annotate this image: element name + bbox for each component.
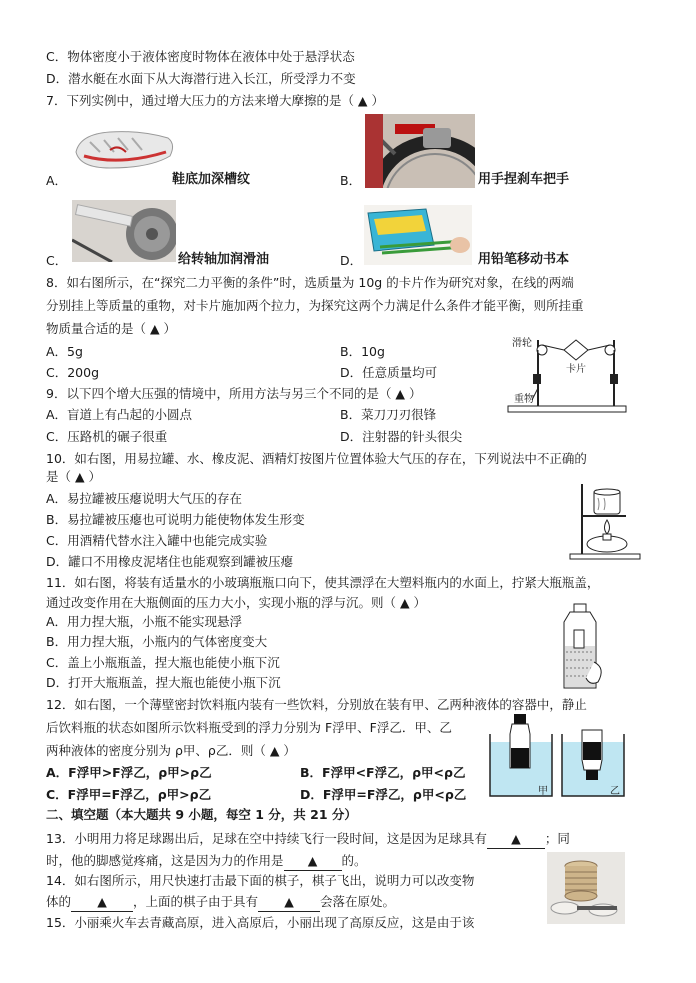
q13-blank-2[interactable]: ▲ [284, 852, 342, 871]
question-12-line-2: 后饮料瓶的状态如图所示饮料瓶受到的浮力分别为 F浮甲、F浮乙．甲、乙 [46, 720, 452, 735]
q14-blank-1[interactable]: ▲ [71, 893, 133, 912]
q7-option-a-caption: 鞋底加深槽纹 [172, 172, 251, 187]
q13-text-1: 13．小明用力将足球踢出后，足球在空中持续飞行一段时间，这是因为足球具有 [46, 831, 487, 846]
q13-text-4: 的。 [341, 853, 367, 868]
fig-card-label: 卡片 [566, 364, 586, 375]
bike-brake-image [365, 114, 475, 188]
q10-option-a: A．易拉罐被压瘪说明大气压的存在 [46, 491, 243, 506]
q12-option-d: D．F浮甲=F浮乙，ρ甲<ρ乙 [300, 787, 467, 802]
q9-option-d: D．注射器的针头很尖 [340, 429, 463, 444]
two-force-balance-figure [502, 332, 630, 414]
q8-option-d: D．任意质量均可 [340, 365, 438, 380]
q7-option-a-letter: A． [46, 173, 68, 188]
question-10-line-2: 是（ ▲ ） [46, 469, 102, 484]
q7-option-b-caption: 用手捏刹车把手 [478, 172, 570, 187]
question-14-line-2 [46, 893, 395, 912]
question-11-line-2: 通过改变作用在大瓶侧面的压力大小，实现小瓶的浮与沉。则（ ▲ ） [46, 595, 427, 610]
q8-option-a: A．5g [46, 344, 83, 359]
q14-text-1: 体的 [46, 894, 72, 909]
q8-option-c: C．200g [46, 365, 100, 380]
section-2-heading: 二、填空题（本大题共 9 小题，每空 1 分，共 21 分） [46, 807, 357, 822]
q12-option-a: A．F浮甲>F浮乙，ρ甲>ρ乙 [46, 765, 212, 780]
fig-pulley-label: 滑轮 [512, 338, 532, 349]
option-6c: C．物体密度小于液体密度时物体在液体中处于悬浮状态 [46, 49, 355, 64]
q7-option-d-caption: 用铅笔移动书本 [478, 252, 570, 267]
question-12-line-1: 12．如右图，一个薄壁密封饮料瓶内装有一些饮料，分别放在装有甲、乙两种液体的容器中，静止 [46, 697, 587, 712]
chess-pieces-stack-image [547, 852, 625, 924]
q10-option-d: D．罐口不用橡皮泥堵住也能观察到罐被压瘪 [46, 554, 294, 569]
question-11-line-1: 11．如右图，将装有适量水的小玻璃瓶瓶口向下，使其漂浮在大塑料瓶内的水面上，拧紧大瓶瓶盖， [46, 575, 600, 590]
question-14-line-1: 14．如右图所示，用尺快速打击最下面的棋子，棋子飞出，说明力可以改变物 [46, 873, 475, 888]
bottle-diver-figure [556, 602, 606, 694]
q8-option-b: B．10g [340, 344, 385, 359]
q14-blank-2[interactable]: ▲ [258, 893, 320, 912]
q11-option-a: A．用力捏大瓶，小瓶不能实现悬浮 [46, 614, 243, 629]
question-12-line-3: 两种液体的密度分别为 ρ甲、ρ乙．则（ ▲ ） [46, 743, 296, 758]
option-6d: D．潜水艇在水面下从大海潜行进入长江，所受浮力不变 [46, 71, 356, 86]
question-8-line-1: 8．如右图所示，在“探究二力平衡的条件”时，选质量为 10g 的卡片作为研究对象，在线的两端 [46, 275, 574, 290]
q9-option-c: C．压路机的碾子很重 [46, 429, 168, 444]
question-13-line-1 [46, 830, 570, 849]
q7-option-c-caption: 给转轴加润滑油 [178, 252, 270, 267]
q10-option-b: B．易拉罐被压瘪也可说明力能使物体发生形变 [46, 512, 305, 527]
q12-option-c: C．F浮甲=F浮乙，ρ甲>ρ乙 [46, 787, 212, 802]
question-13-line-2 [46, 852, 367, 871]
pencil-book-image [364, 205, 472, 265]
q10-option-c: C．用酒精代替水注入罐中也能完成实验 [46, 533, 268, 548]
question-15-line-1: 15．小丽乘火车去青藏高原，进入高原后，小丽出现了高原反应，这是由于该 [46, 915, 475, 930]
q11-option-c: C．盖上小瓶瓶盖，捏大瓶也能使小瓶下沉 [46, 655, 280, 670]
q11-option-b: B．用力捏大瓶，小瓶内的气体密度变大 [46, 634, 268, 649]
q13-text-2: ；同 [544, 831, 570, 846]
q9-option-a: A．盲道上有凸起的小圆点 [46, 407, 193, 422]
q11-option-d: D．打开大瓶瓶盖，捏大瓶也能使小瓶下沉 [46, 675, 281, 690]
fig-weight-label: 重物 [514, 394, 534, 405]
question-10-line-1: 10．如右图，用易拉罐、水、橡皮泥、酒精灯按图片位置体验大气压的存在，下列说法中不正确的 [46, 451, 587, 466]
shoe-sole-image [70, 122, 178, 177]
can-on-burner-figure [564, 480, 646, 562]
question-8-line-3: 物质量合适的是（ ▲ ） [46, 321, 177, 336]
q12-option-b: B．F浮甲<F浮乙，ρ甲<ρ乙 [300, 765, 466, 780]
two-containers-figure [488, 712, 628, 798]
lubricate-axle-image [72, 200, 176, 262]
question-7-stem: 7．下列实例中，通过增大压力的方法来增大摩擦的是（ ▲ ） [46, 93, 385, 108]
question-9-stem: 9．以下四个增大压强的情境中，所用方法与另三个不同的是（ ▲ ） [46, 386, 422, 401]
q9-option-b: B．菜刀刀刃很锋 [340, 407, 437, 422]
q7-option-c-letter: C． [46, 253, 68, 268]
question-8-line-2: 分别挂上等质量的重物，对卡片施加两个拉力，为探究这两个力满足什么条件才能平衡，则所挂重 [46, 298, 584, 313]
q14-text-3: 会落在原处。 [320, 894, 396, 909]
q13-blank-1[interactable]: ▲ [487, 830, 545, 849]
container-yi-label: 乙 [610, 786, 620, 797]
q7-option-b-letter: B． [340, 173, 362, 188]
container-jia-label: 甲 [538, 786, 548, 797]
q7-option-d-letter: D． [340, 253, 363, 268]
q14-text-2: ，上面的棋子由于具有 [133, 894, 259, 909]
q13-text-3: 时，他的脚感觉疼痛，这是因为力的作用是 [46, 853, 284, 868]
